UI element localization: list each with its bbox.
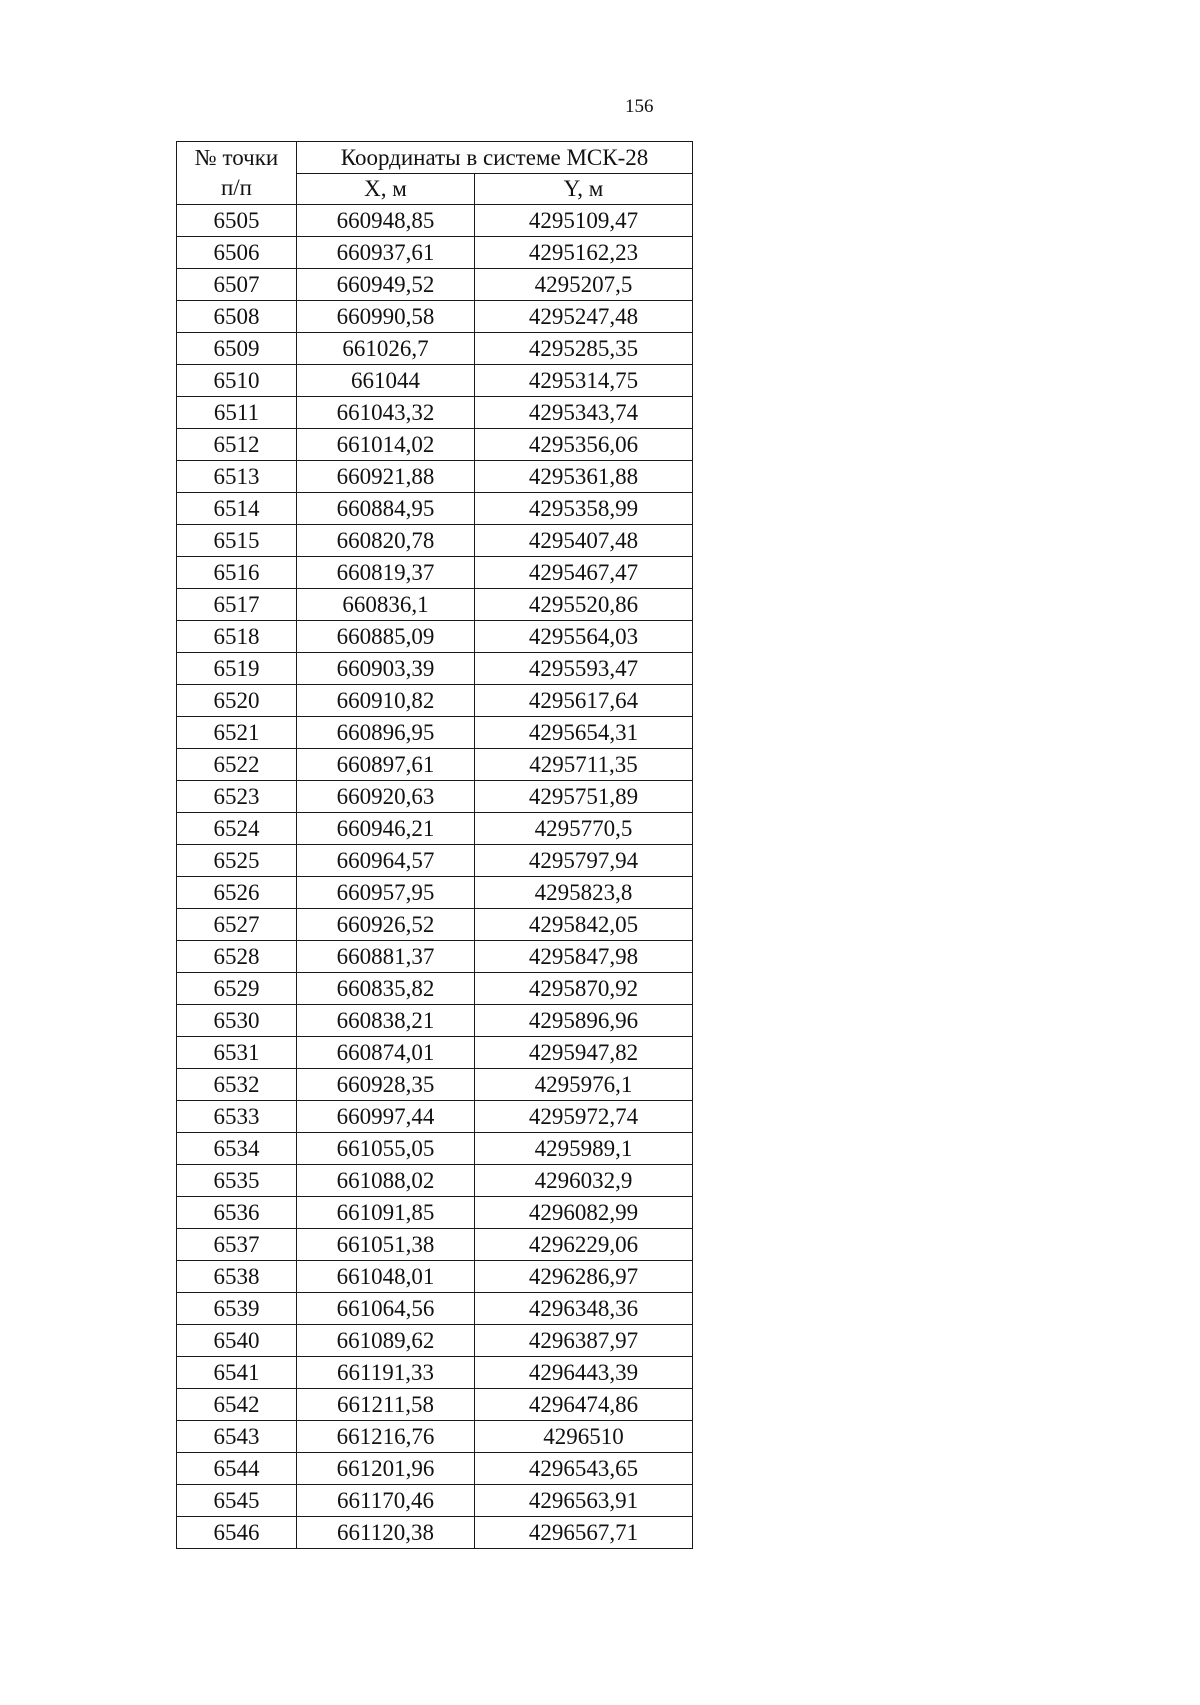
table-row <box>177 397 693 429</box>
x-coordinate-cell: 660896,95 <box>297 717 475 749</box>
point-number-cell: 6515 <box>177 525 297 557</box>
point-number-cell: 6545 <box>177 1485 297 1517</box>
x-coordinate-cell: 660948,85 <box>297 205 475 237</box>
table-row <box>177 1101 693 1133</box>
table-row <box>177 525 693 557</box>
x-coordinate-cell: 661088,02 <box>297 1165 475 1197</box>
coordinates-table <box>176 141 693 1549</box>
point-number-header-line2: п/п <box>220 175 252 200</box>
point-number-cell: 6508 <box>177 301 297 333</box>
point-number-cell: 6526 <box>177 877 297 909</box>
point-number-cell: 6525 <box>177 845 297 877</box>
x-coordinate-cell: 660921,88 <box>297 461 475 493</box>
table-row <box>177 845 693 877</box>
table-row <box>177 1389 693 1421</box>
point-number-cell: 6516 <box>177 557 297 589</box>
x-coordinate-cell: 661051,38 <box>297 1229 475 1261</box>
table-row <box>177 1325 693 1357</box>
table-row <box>177 653 693 685</box>
table-body <box>177 205 693 1549</box>
table-row <box>177 941 693 973</box>
y-coordinate-cell: 4295467,47 <box>475 557 693 589</box>
x-coordinate-cell: 660835,82 <box>297 973 475 1005</box>
y-coordinate-cell: 4296543,65 <box>475 1453 693 1485</box>
table-row <box>177 1357 693 1389</box>
x-coordinate-cell: 661055,05 <box>297 1133 475 1165</box>
table-row <box>177 333 693 365</box>
x-coordinate-cell: 661014,02 <box>297 429 475 461</box>
x-coordinate-cell: 660838,21 <box>297 1005 475 1037</box>
table-row <box>177 1485 693 1517</box>
y-coordinate-cell: 4295361,88 <box>475 461 693 493</box>
x-coordinate-cell: 661064,56 <box>297 1293 475 1325</box>
y-coordinate-cell: 4295797,94 <box>475 845 693 877</box>
page-number: 156 <box>625 96 654 117</box>
y-coordinate-cell: 4295870,92 <box>475 973 693 1005</box>
y-coordinate-cell: 4295356,06 <box>475 429 693 461</box>
y-coordinate-cell: 4296474,86 <box>475 1389 693 1421</box>
point-number-cell: 6517 <box>177 589 297 621</box>
table-row <box>177 813 693 845</box>
x-coordinate-cell: 660964,57 <box>297 845 475 877</box>
table-row <box>177 1293 693 1325</box>
y-coordinate-cell: 4295896,96 <box>475 1005 693 1037</box>
point-number-cell: 6532 <box>177 1069 297 1101</box>
x-coordinate-cell: 661091,85 <box>297 1197 475 1229</box>
table-row <box>177 621 693 653</box>
y-coordinate-cell: 4295314,75 <box>475 365 693 397</box>
y-coordinate-cell: 4296387,97 <box>475 1325 693 1357</box>
point-number-cell: 6536 <box>177 1197 297 1229</box>
table-row <box>177 1453 693 1485</box>
point-number-cell: 6543 <box>177 1421 297 1453</box>
point-number-cell: 6530 <box>177 1005 297 1037</box>
y-coordinate-cell: 4295285,35 <box>475 333 693 365</box>
table-row <box>177 269 693 301</box>
y-coordinate-cell: 4295770,5 <box>475 813 693 845</box>
point-number-cell: 6505 <box>177 205 297 237</box>
point-number-cell: 6540 <box>177 1325 297 1357</box>
point-number-cell: 6531 <box>177 1037 297 1069</box>
point-number-cell: 6539 <box>177 1293 297 1325</box>
point-number-cell: 6529 <box>177 973 297 1005</box>
y-column-header: Y, м <box>475 174 693 205</box>
table-row <box>177 1517 693 1549</box>
point-number-cell: 6518 <box>177 621 297 653</box>
table-row <box>177 493 693 525</box>
table-header <box>177 142 693 205</box>
x-coordinate-cell: 660920,63 <box>297 781 475 813</box>
x-coordinate-cell: 660949,52 <box>297 269 475 301</box>
point-number-cell: 6510 <box>177 365 297 397</box>
point-number-cell: 6522 <box>177 749 297 781</box>
point-number-header-line1: № точки <box>194 145 279 170</box>
point-number-cell: 6541 <box>177 1357 297 1389</box>
point-number-cell: 6544 <box>177 1453 297 1485</box>
y-coordinate-cell: 4296443,39 <box>475 1357 693 1389</box>
table-row <box>177 461 693 493</box>
point-number-cell: 6535 <box>177 1165 297 1197</box>
x-coordinate-cell: 660997,44 <box>297 1101 475 1133</box>
x-coordinate-cell: 661201,96 <box>297 1453 475 1485</box>
table-row <box>177 1037 693 1069</box>
y-coordinate-cell: 4296510 <box>475 1421 693 1453</box>
x-coordinate-cell: 661026,7 <box>297 333 475 365</box>
x-coordinate-cell: 661120,38 <box>297 1517 475 1549</box>
x-coordinate-cell: 660946,21 <box>297 813 475 845</box>
y-coordinate-cell: 4295617,64 <box>475 685 693 717</box>
y-coordinate-cell: 4295207,5 <box>475 269 693 301</box>
point-number-cell: 6519 <box>177 653 297 685</box>
point-number-cell: 6546 <box>177 1517 297 1549</box>
y-coordinate-cell: 4295847,98 <box>475 941 693 973</box>
table-row <box>177 237 693 269</box>
x-coordinate-cell: 661191,33 <box>297 1357 475 1389</box>
y-coordinate-cell: 4295162,23 <box>475 237 693 269</box>
y-coordinate-cell: 4296348,36 <box>475 1293 693 1325</box>
x-coordinate-cell: 660881,37 <box>297 941 475 973</box>
x-coordinate-cell: 661044 <box>297 365 475 397</box>
x-coordinate-cell: 660990,58 <box>297 301 475 333</box>
y-coordinate-cell: 4295976,1 <box>475 1069 693 1101</box>
y-coordinate-cell: 4295989,1 <box>475 1133 693 1165</box>
x-coordinate-cell: 660884,95 <box>297 493 475 525</box>
y-coordinate-cell: 4296229,06 <box>475 1229 693 1261</box>
y-coordinate-cell: 4295109,47 <box>475 205 693 237</box>
point-number-cell: 6507 <box>177 269 297 301</box>
x-coordinate-cell: 660819,37 <box>297 557 475 589</box>
point-number-cell: 6511 <box>177 397 297 429</box>
y-coordinate-cell: 4295823,8 <box>475 877 693 909</box>
table-row <box>177 1197 693 1229</box>
table-row <box>177 589 693 621</box>
y-coordinate-cell: 4295407,48 <box>475 525 693 557</box>
point-number-cell: 6523 <box>177 781 297 813</box>
x-coordinate-cell: 660820,78 <box>297 525 475 557</box>
table-row <box>177 1421 693 1453</box>
y-coordinate-cell: 4295343,74 <box>475 397 693 429</box>
x-coordinate-cell: 660836,1 <box>297 589 475 621</box>
y-coordinate-cell: 4295654,31 <box>475 717 693 749</box>
x-coordinate-cell: 661170,46 <box>297 1485 475 1517</box>
point-number-cell: 6537 <box>177 1229 297 1261</box>
point-number-cell: 6524 <box>177 813 297 845</box>
table-row <box>177 1229 693 1261</box>
table-row <box>177 205 693 237</box>
y-coordinate-cell: 4296286,97 <box>475 1261 693 1293</box>
point-number-cell: 6528 <box>177 941 297 973</box>
table-row <box>177 1261 693 1293</box>
x-column-header: X, м <box>297 174 475 205</box>
x-coordinate-cell: 660874,01 <box>297 1037 475 1069</box>
table-row <box>177 1005 693 1037</box>
point-number-cell: 6527 <box>177 909 297 941</box>
point-number-cell: 6520 <box>177 685 297 717</box>
y-coordinate-cell: 4295842,05 <box>475 909 693 941</box>
x-coordinate-cell: 660910,82 <box>297 685 475 717</box>
y-coordinate-cell: 4295564,03 <box>475 621 693 653</box>
point-number-cell: 6521 <box>177 717 297 749</box>
x-coordinate-cell: 661089,62 <box>297 1325 475 1357</box>
point-number-cell: 6514 <box>177 493 297 525</box>
table-row <box>177 365 693 397</box>
x-coordinate-cell: 660885,09 <box>297 621 475 653</box>
point-number-cell: 6509 <box>177 333 297 365</box>
point-number-cell: 6542 <box>177 1389 297 1421</box>
y-coordinate-cell: 4295947,82 <box>475 1037 693 1069</box>
y-coordinate-cell: 4295358,99 <box>475 493 693 525</box>
table-row <box>177 1165 693 1197</box>
table-row <box>177 1133 693 1165</box>
table-row <box>177 557 693 589</box>
x-coordinate-cell: 660928,35 <box>297 1069 475 1101</box>
table-row <box>177 717 693 749</box>
y-coordinate-cell: 4295711,35 <box>475 749 693 781</box>
y-coordinate-cell: 4295972,74 <box>475 1101 693 1133</box>
table-row <box>177 749 693 781</box>
table-row <box>177 877 693 909</box>
table-row <box>177 429 693 461</box>
y-coordinate-cell: 4296082,99 <box>475 1197 693 1229</box>
x-coordinate-cell: 661043,32 <box>297 397 475 429</box>
point-number-cell: 6513 <box>177 461 297 493</box>
point-number-cell: 6538 <box>177 1261 297 1293</box>
point-number-cell: 6512 <box>177 429 297 461</box>
x-coordinate-cell: 661216,76 <box>297 1421 475 1453</box>
point-number-cell: 6534 <box>177 1133 297 1165</box>
y-coordinate-cell: 4295247,48 <box>475 301 693 333</box>
y-coordinate-cell: 4296567,71 <box>475 1517 693 1549</box>
point-number-cell: 6506 <box>177 237 297 269</box>
table-row <box>177 301 693 333</box>
y-coordinate-cell: 4296563,91 <box>475 1485 693 1517</box>
y-coordinate-cell: 4295751,89 <box>475 781 693 813</box>
y-coordinate-cell: 4296032,9 <box>475 1165 693 1197</box>
x-coordinate-cell: 660926,52 <box>297 909 475 941</box>
coordinate-system-header: Координаты в системе МСК-28 <box>297 142 693 174</box>
y-coordinate-cell: 4295593,47 <box>475 653 693 685</box>
x-coordinate-cell: 661211,58 <box>297 1389 475 1421</box>
table-row <box>177 781 693 813</box>
x-coordinate-cell: 660903,39 <box>297 653 475 685</box>
x-coordinate-cell: 660897,61 <box>297 749 475 781</box>
x-coordinate-cell: 660957,95 <box>297 877 475 909</box>
table-row <box>177 973 693 1005</box>
table-row <box>177 685 693 717</box>
point-number-header <box>177 142 297 205</box>
table-row <box>177 1069 693 1101</box>
x-coordinate-cell: 660937,61 <box>297 237 475 269</box>
point-number-cell: 6533 <box>177 1101 297 1133</box>
x-coordinate-cell: 661048,01 <box>297 1261 475 1293</box>
table-row <box>177 909 693 941</box>
y-coordinate-cell: 4295520,86 <box>475 589 693 621</box>
